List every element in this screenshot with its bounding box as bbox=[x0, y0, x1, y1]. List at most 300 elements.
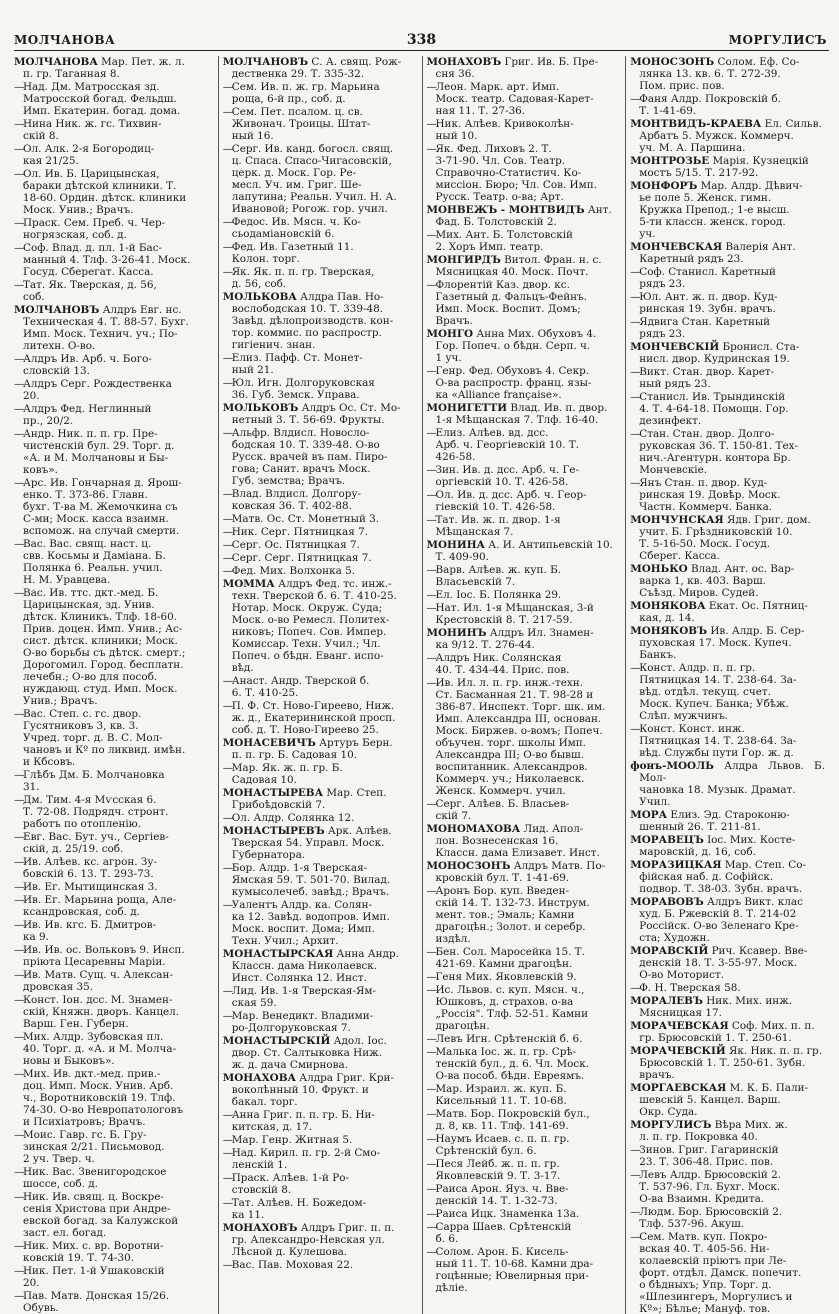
directory-entry bbox=[630, 1144, 825, 1168]
directory-entry bbox=[630, 266, 825, 290]
ditto-dash: — bbox=[426, 1221, 437, 1233]
directory-entry bbox=[427, 1046, 622, 1082]
directory-entry bbox=[14, 81, 214, 117]
ditto-dash: — bbox=[14, 1031, 25, 1043]
entry-text: Нина Ник. ж. гс. Тихвин- скій 8. bbox=[23, 118, 162, 142]
directory-entry bbox=[630, 391, 825, 427]
directory-entry bbox=[223, 513, 418, 525]
entry-surname: МОНТРОЗЬЕ bbox=[630, 155, 710, 167]
entry-text: Фаня Алдр. Покровскій б. Т. 1-41-69. bbox=[639, 93, 781, 117]
directory-entry bbox=[630, 1231, 825, 1314]
directory-entry bbox=[223, 1109, 418, 1133]
entry-surname: МОРАЧЕВСКАЯ bbox=[630, 1020, 729, 1032]
ditto-dash: — bbox=[14, 587, 25, 599]
directory-entry bbox=[223, 402, 418, 426]
directory-entry bbox=[630, 723, 825, 759]
directory-entry bbox=[14, 1166, 214, 1190]
ditto-dash: — bbox=[14, 919, 25, 931]
directory-entry bbox=[427, 971, 622, 983]
entry-text: Ник. Мих. с. вр. Воротни- ковскій 19. Т. 74-30. bbox=[23, 1240, 164, 1264]
entry-text: Ол. Алдр. Солянка 12. bbox=[231, 812, 355, 824]
directory-entry bbox=[427, 204, 622, 228]
directory-entry bbox=[14, 1290, 214, 1314]
entry-text: Арс. Ив. Гончарная д. Ярош- енко. Т. 373-86. Главн. бухг. Т-ва М. Жемочкина съ С-ми; Моск. касса взаимн. вспомож. на случай смерти. bbox=[23, 477, 182, 537]
entry-surname: МОРАВСКІЙ bbox=[630, 945, 709, 957]
directory-entry bbox=[14, 538, 214, 586]
entry-surname: МОНАХОВЪ bbox=[426, 56, 502, 68]
entry-text: Вѣра Мих. ж. л. п. гр. Покровка 40. bbox=[639, 1119, 788, 1143]
directory-entry bbox=[14, 894, 214, 918]
entry-text: Тат. Як. Тверская, д. 56, соб. bbox=[23, 279, 157, 303]
directory-entry bbox=[14, 944, 214, 968]
directory-entry bbox=[223, 1172, 418, 1196]
directory-entry bbox=[427, 1033, 622, 1045]
ditto-dash: — bbox=[222, 1134, 234, 1146]
ditto-dash: — bbox=[222, 985, 234, 997]
entry-text: Алдра Григ. Кри- воколѣнный 10. Фрукт. и бакал. торг. bbox=[231, 1072, 394, 1108]
entry-text: Алдръ Фед. Неглинный пр., 20/2. bbox=[23, 403, 152, 427]
entry-text: Мар. Алдр. Дѣвич- ье поле 5. Женск. гимн. Кружка Препод.; 1-е высш. 5-ти классн. женск. город. уч. bbox=[639, 180, 803, 240]
ditto-dash: — bbox=[630, 982, 641, 994]
directory-entry bbox=[223, 675, 418, 699]
directory-entry bbox=[427, 652, 622, 676]
directory-entry bbox=[223, 1259, 418, 1271]
directory-entry bbox=[630, 477, 825, 513]
directory-entry bbox=[630, 341, 825, 365]
entry-surname: МОНЯКОВА bbox=[630, 600, 706, 612]
directory-entry bbox=[223, 948, 418, 984]
entry-text: Праск. Алѣев. 1-й Ро- стовскій 8. bbox=[231, 1172, 350, 1196]
directory-entry bbox=[427, 514, 622, 538]
directory-entry bbox=[223, 1197, 418, 1221]
ditto-dash: — bbox=[14, 477, 25, 489]
entry-text: Мар. Степ. Грибоѣдовскій 7. bbox=[231, 787, 387, 811]
entry-text: Ник. Мих. инж. Мясницкая 17. bbox=[639, 995, 793, 1019]
ditto-dash: — bbox=[426, 1246, 437, 1258]
ditto-dash: — bbox=[426, 798, 437, 810]
entry-text: Ник. Вас. Звенигородское шоссе, соб. д. bbox=[23, 1166, 167, 1190]
entry-text: А. И. Антипьевскій 10. Т. 409-90. bbox=[435, 539, 613, 563]
entry-text: Ник. Серг. Пятницкая 7. bbox=[231, 526, 368, 538]
entry-surname: МОРАВЕЦЪ bbox=[630, 834, 704, 846]
entry-text: Конст. Алдр. п. п. гр. Пятницкая 14. Т. 238-64. За- вѣд. отдѣл. текущ. счет. Моск. Купеч. Банка; Убѣж. Слѣп. мужчинъ. bbox=[639, 662, 797, 722]
entry-surname: МОЛЬКОВА bbox=[222, 291, 297, 303]
directory-entry bbox=[14, 403, 214, 427]
entry-text: Елиз. Алѣев. вд. дсс. Арб. ч. Георгіевскій 10. Т. 426-58. bbox=[435, 427, 579, 463]
ditto-dash: — bbox=[630, 93, 641, 105]
entry-surname: МОНЯКОВЪ bbox=[630, 625, 708, 637]
entry-surname: МОНАСТЫРСКІЙ bbox=[222, 1035, 331, 1047]
entry-text: Янъ Стан. п. двор. Куд- ринская 19. Довѣр. Моск. Частн. Коммерч. Банка. bbox=[639, 477, 781, 513]
entry-text: Матв. Бор. Покровскій бул., д. 8, кв. 11. Тлф. 141-69. bbox=[435, 1108, 590, 1132]
directory-entry bbox=[223, 56, 418, 80]
directory-entry bbox=[630, 1119, 825, 1143]
directory-entry bbox=[14, 143, 214, 167]
ditto-dash: — bbox=[630, 316, 641, 328]
ditto-dash: — bbox=[14, 217, 25, 229]
directory-entry bbox=[223, 565, 418, 577]
directory-entry bbox=[223, 787, 418, 811]
entry-surname: МОЛЧАНОВЪ bbox=[222, 56, 309, 68]
directory-entry bbox=[223, 526, 418, 538]
directory-entry bbox=[14, 919, 214, 943]
ditto-dash: — bbox=[222, 899, 234, 911]
directory-entry bbox=[630, 514, 825, 562]
directory-entry bbox=[427, 539, 622, 563]
directory-entry bbox=[427, 602, 622, 626]
entry-text: Сарра Шаев. Срѣтенскій б. 6. bbox=[435, 1221, 572, 1245]
entry-surname: МОНАСТЫРЕВЪ bbox=[222, 825, 325, 837]
ditto-dash: — bbox=[630, 477, 641, 489]
entry-text: Малька Іос. ж. п. гр. Срѣ- тенскій бул., д. 6. Чл. Моск. О-ва пособ. бѣдн. Евреямъ. bbox=[435, 1046, 590, 1082]
ditto-dash: — bbox=[14, 994, 25, 1006]
entry-text: С. А. свящ. Рож- дественка 29. Т. 335-32. bbox=[231, 56, 402, 80]
directory-entry bbox=[14, 769, 214, 793]
directory-entry bbox=[427, 489, 622, 513]
entry-text: Солом. Арон. Б. Кисель- ный 11. Т. 10-68. Камни дра- гоцѣнные; Ювелирныя при- дѣліе. bbox=[435, 1246, 594, 1294]
directory-entry bbox=[14, 1240, 214, 1264]
directory-entry bbox=[14, 994, 214, 1030]
entry-text: Федос. Ив. Мясн. ч. Ко- сьодаміановскій 6. bbox=[231, 216, 361, 240]
ditto-dash: — bbox=[14, 1265, 25, 1277]
ditto-dash: — bbox=[222, 106, 234, 118]
entry-text: Ник. Пет. 1-й Ушаковскій 20. bbox=[23, 1265, 165, 1289]
directory-entry bbox=[427, 402, 622, 426]
ditto-dash: — bbox=[426, 677, 437, 689]
directory-entry bbox=[630, 896, 825, 944]
directory-entry bbox=[223, 1134, 418, 1146]
directory-entry bbox=[630, 366, 825, 390]
column-3 bbox=[422, 56, 626, 1314]
page-number: 338 bbox=[406, 32, 437, 48]
column-1 bbox=[14, 56, 218, 1314]
entry-text: Влад. Влдисл. Долгору- ковская 36. Т. 402-88. bbox=[231, 488, 362, 512]
entry-text: Мар. Генр. Житная 5. bbox=[231, 1134, 353, 1146]
entry-text: Серг. Алѣев. Б. Власьев- скій 7. bbox=[435, 798, 570, 822]
directory-entry bbox=[14, 242, 214, 278]
directory-entry bbox=[630, 625, 825, 661]
directory-entry bbox=[223, 985, 418, 1009]
entry-text: Песя Лейб. ж. п. п. гр. Яковлевскій 9. Т. 3-17. bbox=[435, 1158, 561, 1182]
directory-entry bbox=[14, 118, 214, 142]
entry-surname: МОНЧЕВСКАЯ bbox=[630, 241, 723, 253]
ditto-dash: — bbox=[630, 1169, 641, 1181]
directory-entry bbox=[14, 1265, 214, 1289]
directory-entry bbox=[14, 1191, 214, 1239]
entry-text: Сем. Пет. псалом. ц. св. Живонач. Троицы. Штат- ный 16. bbox=[231, 106, 371, 142]
entry-text: Елиз. Эд. Староконю- шенный 26. Т. 211-81. bbox=[639, 809, 790, 833]
entry-surname: МОНЧУНСКАЯ bbox=[630, 514, 724, 526]
entry-text: Мар. Пет. ж. л. п. гр. Таганная 8. bbox=[23, 56, 185, 80]
entry-surname: МОНТВИДЪ-КРАЕВА bbox=[630, 118, 762, 130]
ditto-dash: — bbox=[222, 216, 234, 228]
entry-text: Евг. Вас. Бут. уч., Сергіев- скій, д. 25/19. соб. bbox=[23, 831, 169, 855]
entry-text: Арк. Алѣев. Тверская 54. Управл. Моск. Губернатора. bbox=[231, 825, 392, 861]
directory-entry bbox=[427, 798, 622, 822]
entry-text: Наумъ Исаев. с. п. п. гр. Срѣтенскій бул. 6. bbox=[435, 1133, 570, 1157]
directory-entry bbox=[630, 155, 825, 179]
ditto-dash: — bbox=[222, 539, 234, 551]
entry-text: Людм. Бор. Брюсовскій 2. Тлф. 537-96. Акуш. bbox=[639, 1206, 783, 1230]
ditto-dash: — bbox=[14, 1166, 25, 1178]
ditto-dash: — bbox=[222, 1259, 234, 1271]
directory-entry bbox=[14, 969, 214, 993]
ditto-dash: — bbox=[14, 1290, 25, 1302]
directory-entry bbox=[630, 56, 825, 92]
entry-text: Валерія Ант. Каретный рядъ 23. bbox=[639, 241, 796, 265]
ditto-dash: — bbox=[426, 946, 437, 958]
ditto-dash: — bbox=[426, 1033, 437, 1045]
ditto-dash: — bbox=[426, 1046, 437, 1058]
entry-surname: МОНАСТЫРЕВА bbox=[222, 787, 324, 799]
entry-text: Серг. Ос. Пятницкая 7. bbox=[231, 539, 360, 551]
entry-text: Варв. Алѣев. ж. куп. Б. Власьевскій 7. bbox=[435, 564, 562, 588]
column-2 bbox=[218, 56, 422, 1314]
entry-text: Ив. Ил. л. п. гр. инж.-техн. Ст. Басманная 21. Т. 98-28 и 386-87. Инспект. Торг. шк. им. Имп. Александра III, основан. Моск. Биржев. о-вомъ; Попеч. объучен. торг. школы Имп. Александра III; О-во бывш. воспитанник. Александров. Коммерч. уч.; Николаевск. Женск. Коммерч. учил. bbox=[435, 677, 606, 797]
directory-entry bbox=[630, 982, 825, 994]
entry-text: Влад. Ант. ос. Вар- варка 1, кв. 403. Варш. Съѣзд. Миров. Судей. bbox=[639, 563, 795, 599]
entry-text: Ел. Іос. Б. Полянка 29. bbox=[435, 589, 562, 601]
entry-text: Ив. Ег. Мытищинская 3. bbox=[23, 881, 158, 893]
entry-text: Лид. Ив. 1-я Тверская-Ям- ская 59. bbox=[231, 985, 376, 1009]
ditto-dash: — bbox=[426, 589, 437, 601]
entry-text: Алдра Пав. Но- вослободская 10. Т. 339-48. Завѣд. дѣлопроизводств. кон- тор. коммис. по распростр. гигіенич. знан. bbox=[231, 291, 394, 351]
entry-text: Ив. Матв. Сущ. ч. Алексан- дровская 35. bbox=[23, 969, 173, 993]
directory-entry bbox=[630, 563, 825, 599]
directory-entry bbox=[223, 377, 418, 401]
directory-entry bbox=[427, 56, 622, 80]
entry-text: Андр. Ник. п. п. гр. Пре- чистенскій бул. 29. Торг. д. «А. и М. Молчановы и Бы- ковъ». bbox=[23, 428, 175, 476]
ditto-dash: — bbox=[630, 366, 641, 378]
ditto-dash: — bbox=[426, 885, 437, 897]
directory-entry bbox=[630, 316, 825, 340]
ditto-dash: — bbox=[426, 514, 437, 526]
directory-entry bbox=[427, 427, 622, 463]
entry-text: Станисл. Ив. Трындинскій 4. Т. 4-64-18. Помощн. Гор. дезинфект. bbox=[639, 391, 789, 427]
directory-entry bbox=[14, 217, 214, 241]
entry-text: Як. Ник. п. п. гр. Брюсовскій 1. Т. 250-61. Зубн. врачъ. bbox=[639, 1045, 823, 1081]
entry-surname: МОРА bbox=[630, 809, 668, 821]
ditto-dash: — bbox=[426, 564, 437, 576]
directory-entry bbox=[223, 899, 418, 947]
entry-text: Анна Григ. п. п. гр. Б. Ни- китская, д. 17. bbox=[231, 1109, 375, 1133]
ditto-dash: — bbox=[14, 794, 25, 806]
entry-text: М. К. Б. Пали- шевскій 5. Канцел. Варш. Окр. Суда. bbox=[639, 1082, 809, 1118]
ditto-dash: — bbox=[222, 81, 234, 93]
entry-surname: МОНГИРДЪ bbox=[426, 254, 501, 266]
directory-entry bbox=[427, 328, 622, 364]
ditto-dash: — bbox=[426, 1183, 437, 1195]
entry-text: Бронисл. Ста- нисл. двор. Кудринская 19. bbox=[639, 341, 800, 365]
entry-text: Сем. Матв. куп. Покро- вская 40. Т. 405-56. Ни- колаевскій пріютъ при Ле- форт. отдѣл. Дамск. попечит. о бѣдныхъ; Упр. Торг. д. «Шлезингеръ, Моргулисъ и Кº»; Бѣлье; Мануф. тов. bbox=[639, 1231, 802, 1314]
entry-text: Влад. Ив. п. двор. 1-я Мѣщанская 7. Тлф. 16-40. bbox=[435, 402, 608, 426]
entry-text: Мар. Венедикт. Владими- ро-Долгоруковская 7. bbox=[231, 1010, 374, 1034]
ditto-dash: — bbox=[14, 769, 25, 781]
entry-text: Анна Андр. Классн. дама Николаевск. Инст. Солянка 12. Инст. bbox=[231, 948, 399, 984]
ditto-dash: — bbox=[14, 894, 25, 906]
ditto-dash: — bbox=[630, 1206, 641, 1218]
entry-text: Праск. Сем. Преб. ч. Чер- ногрязская, соб. д. bbox=[23, 217, 166, 241]
entry-text: Бен. Сол. Маросейка 15. Т. 421-69. Камни драгоцѣн. bbox=[435, 946, 585, 970]
entry-text: Вас. Степ. с. гс. двор. Гусятниковъ 3, кв. 3. Учред. торг. д. В. С. Мол- чановъ и Кº по ликвид. имѣн. и Кбсовъ. bbox=[23, 708, 186, 768]
directory-entry bbox=[630, 600, 825, 624]
directory-entry bbox=[427, 564, 622, 588]
header-last-name: МОРГУЛИСЪ bbox=[728, 33, 827, 47]
entry-text: Алдръ Евг. нс. Техническая 4. Т. 88-57. Бухг. Имп. Моск. Технич. уч.; По- литехн. О-во. bbox=[23, 304, 189, 352]
entry-text: Ив. Ив. кгс. Б. Дмитров- ка 9. bbox=[23, 919, 157, 943]
ditto-dash: — bbox=[222, 700, 234, 712]
entry-surname: МОНАХОВЪ bbox=[222, 1222, 298, 1234]
ditto-dash: — bbox=[14, 1129, 25, 1141]
ditto-dash: — bbox=[222, 1147, 234, 1159]
entry-surname: МОНАСЕВИЧЪ bbox=[222, 737, 316, 749]
entry-surname: МОНАХОВА bbox=[222, 1072, 296, 1084]
directory-entry bbox=[14, 378, 214, 402]
directory-entry bbox=[223, 1072, 418, 1108]
ditto-dash: — bbox=[14, 428, 25, 440]
entry-text: Глѣбъ Дм. Б. Молчановка 31. bbox=[23, 769, 165, 793]
entry-text: Ол. Алк. 2-я Богородиц- кая 21/25. bbox=[23, 143, 155, 167]
entry-text: Ис. Львов. с. куп. Мясн. ч., Юшковъ, д. страхов. о-ва „Россія". Тлф. 52-51. Камни драгоцѣн. bbox=[435, 984, 589, 1032]
entry-surname: МОЛЧАНОВЪ bbox=[14, 304, 100, 316]
directory-entry bbox=[14, 279, 214, 303]
ditto-dash: — bbox=[426, 365, 437, 377]
entry-text: Уалентъ Алдр. ка. Солян- ка 12. Завѣд. водопров. Имп. Моск. воспит. Дома; Имп. Техн. Учил.; Архит. bbox=[231, 899, 390, 947]
entry-surname: МОНГО bbox=[426, 328, 474, 340]
directory-entry bbox=[223, 539, 418, 551]
entry-text: Дм. Тим. 4-я Мѵсская 6. Т. 72-08. Подрядч. стронт. работъ по отопленію. bbox=[23, 794, 169, 830]
entry-text: Ф. Н. Тверская 58. bbox=[639, 982, 741, 994]
directory-entry bbox=[223, 1222, 418, 1258]
directory-entry bbox=[14, 304, 214, 352]
entry-text: Конст. Іон. дсс. М. Знамен- скій, Княжн. дворъ. Канцел. Варш. Ген. Губерн. bbox=[23, 994, 180, 1030]
directory-entry bbox=[223, 812, 418, 824]
directory-entry bbox=[427, 1133, 622, 1157]
ditto-dash: — bbox=[630, 1144, 641, 1156]
directory-entry bbox=[427, 279, 622, 327]
entry-text: Алдръ Григ. п. п. гр. Александро-Невская ул. Лѣсной д. Кулешова. bbox=[231, 1222, 395, 1258]
directory-entry bbox=[630, 945, 825, 981]
entry-text: Мих. Алдр. Зубовская пл. 40. Торг. д. «А. и М. Молча- новы и Быковъ». bbox=[23, 1031, 177, 1067]
page-header bbox=[14, 32, 829, 51]
ditto-dash: — bbox=[14, 118, 25, 130]
entry-text: Юл. Ант. ж. п. двор. Куд- ринская 19. Зубн. врачъ. bbox=[639, 291, 778, 315]
entry-text: Алдръ Ил. Знамен- ка 9/12. Т. 276-44. bbox=[435, 627, 594, 651]
ditto-dash: — bbox=[14, 353, 25, 365]
entry-text: Соф. Влад. д. пл. 1-й Бас- манный 4. Тлф. 3-26-41. Моск. Госуд. Сберегат. Касса. bbox=[23, 242, 191, 278]
entry-text: Мих. Ант. Б. Толстовскій 2. Хоръ Имп. театр. bbox=[435, 229, 573, 253]
entry-text: Серг. Ив. канд. богосл. свящ. ц. Спаса. Спасо-Чигасовскій, церк. д. Моск. Гор. Ре- месл. Уч. им. Григ. Ше- лапутина; Реальн. Учил. Н. А. Ивановой; Рогож. гор. учил. bbox=[231, 143, 397, 215]
entry-text: Вас. Вас. свящ. наст. ц. свв. Косьмы и Даміана. Б. Полянка 6. Реальн. учил. Н. М. Уравцева. bbox=[23, 538, 166, 586]
ditto-dash: — bbox=[222, 488, 234, 500]
ditto-dash: — bbox=[14, 1191, 25, 1203]
entry-surname: МОНЬКО bbox=[630, 563, 688, 575]
ditto-dash: — bbox=[14, 81, 25, 93]
entry-text: Мар. Степ. Со- фійская наб. д. Софійск. подвор. Т. 38-03. Зубн. врачъ. bbox=[639, 859, 807, 895]
entry-text: Ядв. Григ. дом. учит. Б. Грѣздниковскій 10. Т. 5-16-50. Моск. Госуд. Сберег. Касса. bbox=[639, 514, 811, 562]
ditto-dash: — bbox=[426, 1133, 437, 1145]
entry-text: Моис. Гавр. гс. Б. Гру- зинская 2/21. Письмовод. 2 уч. Твер. ч. bbox=[23, 1129, 165, 1165]
ditto-dash: — bbox=[426, 118, 437, 130]
entry-text: Анна Мих. Обуховъ 4. Гор. Попеч. о бѣдн. Серп. ч. 1 уч. bbox=[435, 328, 597, 364]
column-4 bbox=[625, 56, 829, 1314]
entry-text: Мар. Як. ж. п. гр. Б. Садовая 10. bbox=[231, 762, 343, 786]
entry-text: Ол. Ив. д. дсс. Арб. ч. Геор- гіевскій 10. Т. 426-58. bbox=[435, 489, 587, 513]
entry-text: Анаст. Андр. Тверской б. 6. Т. 410-25. bbox=[231, 675, 370, 699]
directory-entry bbox=[427, 254, 622, 278]
directory-entry bbox=[630, 118, 825, 154]
directory-entry bbox=[427, 823, 622, 859]
entry-text: Ив. Ег. Марьина роща, Але- ксандровская, соб. д. bbox=[23, 894, 177, 918]
directory-entry bbox=[223, 578, 418, 674]
entry-text: Раиса Ицк. Знаменка 13а. bbox=[435, 1208, 580, 1220]
directory-entry bbox=[14, 856, 214, 880]
directory-entry bbox=[14, 1031, 214, 1067]
directory-entry bbox=[427, 118, 622, 142]
directory-entry bbox=[223, 241, 418, 265]
entry-surname: МОЛЧАНОВА bbox=[14, 56, 98, 68]
directory-entry bbox=[630, 428, 825, 476]
entry-text: Викт. Стан. двор. Карет- ный рядъ 23. bbox=[639, 366, 775, 390]
directory-entry bbox=[223, 1147, 418, 1171]
entry-surname: МОРАЧЕВСКІЙ bbox=[630, 1045, 726, 1057]
ditto-dash: — bbox=[222, 266, 234, 278]
ditto-dash: — bbox=[426, 984, 437, 996]
entry-text: Мих. Ив. дкт.-мед. прив.- доц. Имп. Моск. Унив. Арб. ч., Воротниковскій 19. Тлф. 74-30. О-во Невропатологовъ и Психіатровъ; Врачъ. bbox=[23, 1068, 184, 1128]
entry-text: Алдръ Ос. Ст. Мо- нетный 3. Т. 56-69. Фрукты. bbox=[231, 402, 401, 426]
entry-text: Нат. Ил. 1-я Мѣщанская, 3-й Крестовскій 8. Т. 217-59. bbox=[435, 602, 594, 626]
entry-text: Алдръ Серг. Рождественка 20. bbox=[23, 378, 172, 402]
directory-entry bbox=[630, 1206, 825, 1230]
ditto-dash: — bbox=[426, 489, 437, 501]
directory-entry bbox=[630, 1020, 825, 1044]
entry-text: Мар. Израил. ж. куп. Б. Кисельный 11. Т. 10-68. bbox=[435, 1083, 567, 1107]
entry-text: Ив. Ив. ос. Вольковъ 9. Инсп. пріюта Цесаревны Маріи. bbox=[23, 944, 185, 968]
ditto-dash: — bbox=[14, 856, 25, 868]
ditto-dash: — bbox=[14, 881, 25, 893]
ditto-dash: — bbox=[222, 143, 234, 155]
entry-text: Матв. Ос. Ст. Монетный 3. bbox=[231, 513, 380, 525]
directory-entry bbox=[14, 587, 214, 707]
directory-entry bbox=[223, 352, 418, 376]
entry-surname: МОНИГЕТТИ bbox=[426, 402, 508, 414]
directory-entry bbox=[630, 93, 825, 117]
directory-entry bbox=[223, 266, 418, 290]
entry-text: Артуръ Берн. п. п. гр. Б. Садовая 10. bbox=[231, 737, 393, 761]
entry-text: Над. Дм. Матросская зд. Матросской богад. Фельдш. Имп. Екатерин. богад. дома. bbox=[23, 81, 181, 117]
ditto-dash: — bbox=[14, 279, 25, 291]
entry-text: Конст. Конст. инж. Пятницкая 14. Т. 238-64. За- вѣд. Службы пути Гор. ж. д. bbox=[639, 723, 797, 759]
entry-text: Соф. Мих. п. п. гр. Брюсовскій 1. Т. 250-61. bbox=[639, 1020, 815, 1044]
directory-entry bbox=[630, 859, 825, 895]
ditto-dash: — bbox=[14, 403, 25, 415]
ditto-dash: — bbox=[222, 526, 234, 538]
ditto-dash: — bbox=[630, 1231, 641, 1243]
directory-entry bbox=[427, 81, 622, 117]
directory-entry bbox=[14, 353, 214, 377]
directory-entry bbox=[630, 1045, 825, 1081]
entry-text: Алдръ Фед. тс. инж.- техн. Тверской б. 6. Т. 410-25. Нотар. Моск. Окруж. Суда; Моск. о-во Ремесл. Политех- никовъ; Попеч. Сов. Импер. Комиссар. Техн. Учил.; Чл. Попеч. о бѣдн. Еванг. испо- вѣд. bbox=[231, 578, 397, 674]
ditto-dash: — bbox=[14, 944, 25, 956]
ditto-dash: — bbox=[222, 377, 234, 389]
entry-text: Адол. Іос. двор. Ст. Салтыковка Ниж. ж. д. дача Смирнова. bbox=[231, 1035, 387, 1071]
ditto-dash: — bbox=[14, 143, 25, 155]
directory-entry bbox=[630, 1169, 825, 1205]
entry-text: Альфр. Влдисл. Новосло- бодская 10. Т. 339-48. О-во Русск. врачей въ пам. Пиро- гова; Санит. врачъ Моск. Губ. земства; Врачъ. bbox=[231, 427, 388, 487]
entry-text: Фед. Ив. Газетный 11. Колон. торг. bbox=[231, 241, 354, 265]
directory-entry bbox=[14, 831, 214, 855]
entry-text: Флорентій Каз. двор. кс. Газетный д. Фальцъ-Фейнъ. Имп. Моск. Воспит. Домъ; Врачъ. bbox=[435, 279, 587, 327]
